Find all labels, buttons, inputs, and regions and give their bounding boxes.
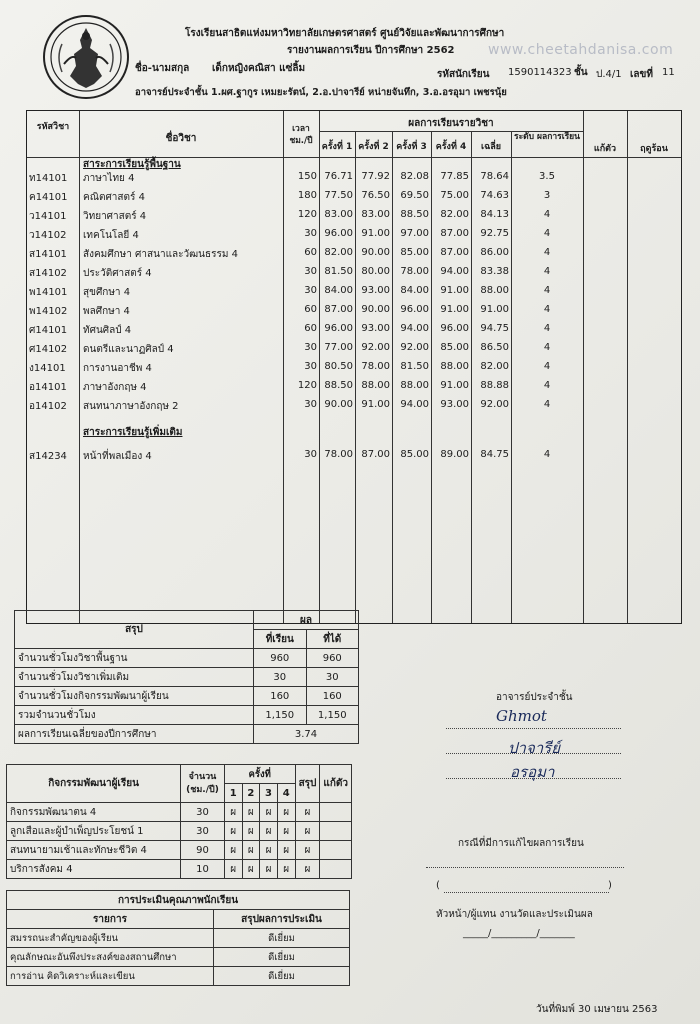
summary-cell-got: 960: [306, 649, 359, 668]
header-hours: เวลา ชม./ปี: [289, 124, 313, 146]
class-label: ชั้น: [574, 67, 588, 78]
summary-table: [14, 610, 359, 744]
grade-cell-name: หน้าที่พลเมือง 4: [83, 451, 152, 462]
date-blank: _____/_________/_______: [463, 928, 575, 939]
activities-col-fix: แก้ตัว: [320, 765, 352, 803]
number-label: เลขที่: [630, 69, 653, 80]
header-summer: ฤดูร้อน: [640, 144, 668, 154]
activity-cell-t1: ผ: [224, 803, 242, 822]
name-label: ชื่อ-นามสกุล: [135, 63, 190, 74]
grade-cell-t1: 80.50: [324, 361, 353, 372]
grade-cell-t2: 93.00: [361, 323, 390, 334]
grade-cell-code: อ14101: [29, 382, 67, 393]
grade-cell-name: ประวัติศาสตร์ 4: [83, 268, 152, 279]
grade-cell-t3: 97.00: [400, 228, 429, 239]
quality-cell-result: ดีเยี่ยม: [214, 967, 350, 986]
grade-cell-t3: 82.08: [400, 171, 429, 182]
activity-cell-fix: [320, 822, 352, 841]
summary-cell-got: 30: [306, 668, 359, 687]
grade-cell-t4: 88.00: [440, 361, 469, 372]
grade-cell-level: 4: [543, 247, 551, 258]
number-value: 11: [662, 67, 675, 78]
grade-cell-avg: 91.00: [480, 304, 509, 315]
grade-cell-avg: 94.75: [480, 323, 509, 334]
student-id-label: รหัสนักเรียน: [437, 69, 490, 80]
grade-cell-avg: 83.38: [480, 266, 509, 277]
activity-cell-sum: ผ: [295, 860, 320, 879]
grade-cell-hours: 30: [304, 266, 317, 277]
grade-cell-level: 3: [543, 190, 551, 201]
close-paren: ): [608, 880, 612, 891]
activities-title: กิจกรรมพัฒนาผู้เรียน: [7, 765, 181, 803]
header-results: ผลการเรียนรายวิชา: [408, 118, 494, 129]
grade-cell-code: ศ14101: [29, 325, 68, 336]
grade-cell-code: อ14102: [29, 401, 67, 412]
activity-cell-hours: 10: [181, 860, 225, 879]
grade-cell-t1: 81.50: [324, 266, 353, 277]
grade-cell-t3: 69.50: [400, 190, 429, 201]
grade-cell-t4: 77.85: [440, 171, 469, 182]
grade-cell-avg: 92.75: [480, 228, 509, 239]
quality-col-result: สรุปผลการประเมิน: [214, 910, 350, 929]
grade-cell-t4: 91.00: [440, 380, 469, 391]
grade-cell-code: ท14101: [29, 173, 68, 184]
activity-cell-t3: ผ: [260, 841, 278, 860]
summary-cell-label: รวมจำนวนชั่วโมง: [15, 706, 254, 725]
grade-cell-name: การงานอาชีพ 4: [83, 363, 152, 374]
summary-row: [15, 706, 359, 725]
grade-cell-level: 4: [543, 342, 551, 353]
header-t4: ครั้งที่ 4: [435, 142, 467, 152]
grade-cell-avg: 84.75: [480, 449, 509, 460]
grade-cell-t2: 83.00: [361, 209, 390, 220]
grade-cell-t4: 93.00: [440, 399, 469, 410]
quality-cell-item: คุณลักษณะอันพึงประสงค์ของสถานศึกษา: [7, 948, 214, 967]
grade-cell-name: พลศึกษา 4: [83, 306, 130, 317]
student-id: 1590114323: [508, 67, 572, 78]
revision-label: กรณีที่มีการแก้ไขผลการเรียน: [458, 838, 584, 849]
activity-cell-hours: 90: [181, 841, 225, 860]
activity-cell-name: สนทนายามเช้าและทักษะชีวิต 4: [7, 841, 181, 860]
grade-cell-name: เทคโนโลยี 4: [83, 230, 139, 241]
grade-cell-t2: 92.00: [361, 342, 390, 353]
header-code: รหัสวิชา: [36, 122, 70, 132]
grade-cell-t1: 82.00: [324, 247, 353, 258]
grade-cell-t1: 88.50: [324, 380, 353, 391]
summary-cell-got: 1,150: [306, 706, 359, 725]
school-seal-logo: [42, 14, 130, 100]
grade-cell-t3: 81.50: [400, 361, 429, 372]
activity-cell-name: บริการสังคม 4: [7, 860, 181, 879]
activity-term-header: 3: [260, 784, 278, 803]
grade-cell-hours: 30: [304, 228, 317, 239]
grade-cell-code: ค14101: [29, 192, 68, 203]
grade-cell-avg: 88.00: [480, 285, 509, 296]
activities-col-summary: สรุป: [295, 765, 320, 803]
summary-cell-studied: 960: [254, 649, 307, 668]
grade-cell-t2: 88.00: [361, 380, 390, 391]
quality-col-item: รายการ: [7, 910, 214, 929]
activity-cell-t3: ผ: [260, 860, 278, 879]
grade-cell-t2: 90.00: [361, 247, 390, 258]
grade-cell-hours: 30: [304, 285, 317, 296]
grade-cell-level: 4: [543, 380, 551, 391]
activity-term-header: 2: [242, 784, 260, 803]
activity-cell-hours: 30: [181, 803, 225, 822]
signature-1: Ghmot: [496, 707, 547, 725]
grade-cell-t1: 76.71: [324, 171, 353, 182]
grade-cell-level: 3.5: [539, 171, 555, 182]
summary-cell-studied: 1,150: [254, 706, 307, 725]
summary-title: สรุป: [15, 611, 254, 649]
grade-cell-t2: 77.92: [361, 171, 390, 182]
grade-cell-code: ส14234: [29, 451, 67, 462]
grade-cell-name: สุขศึกษา 4: [83, 287, 131, 298]
grade-cell-avg: 78.64: [480, 171, 509, 182]
grade-cell-t3: 84.00: [400, 285, 429, 296]
activity-cell-t2: ผ: [242, 841, 260, 860]
grades-table: [26, 110, 682, 624]
activity-cell-name: กิจกรรมพัฒนาตน 4: [7, 803, 181, 822]
grade-cell-level: 4: [543, 399, 551, 410]
header-t1: ครั้งที่ 1: [321, 142, 353, 152]
quality-row: [7, 948, 350, 967]
gpa-label: ผลการเรียนเฉลี่ยของปีการศึกษา: [15, 725, 254, 744]
activity-cell-t1: ผ: [224, 860, 242, 879]
grade-cell-t3: 78.00: [400, 266, 429, 277]
activity-cell-t4: ผ: [277, 860, 295, 879]
grade-cell-name: สนทนาภาษาอังกฤษ 2: [83, 401, 179, 412]
grade-cell-code: ส14102: [29, 268, 67, 279]
grade-cell-name: ดนตรีและนาฏศิลป์ 4: [83, 344, 174, 355]
grade-cell-level: 4: [543, 449, 551, 460]
grade-cell-t2: 91.00: [361, 399, 390, 410]
activity-cell-sum: ผ: [295, 822, 320, 841]
grade-cell-hours: 180: [297, 190, 317, 201]
grade-cell-t3: 85.00: [400, 247, 429, 258]
grade-cell-hours: 120: [297, 209, 317, 220]
grade-cell-t4: 89.00: [440, 449, 469, 460]
grade-cell-level: 4: [543, 304, 551, 315]
activity-term-header: 4: [277, 784, 295, 803]
advisor-sign-label: อาจารย์ประจำชั้น: [496, 692, 573, 703]
school-name: โรงเรียนสาธิตแห่งมหาวิทยาลัยเกษตรศาสตร์ ศูนย์วิจัยและพัฒนาการศึกษา: [185, 28, 505, 39]
grade-cell-t1: 96.00: [324, 228, 353, 239]
student-name: เด็กหญิงคณิสา แซ่ลิ้ม: [212, 63, 306, 74]
grade-cell-t1: 77.50: [324, 190, 353, 201]
grade-cell-t4: 87.00: [440, 228, 469, 239]
grade-cell-t4: 94.00: [440, 266, 469, 277]
activity-cell-t2: ผ: [242, 822, 260, 841]
grade-cell-t1: 78.00: [324, 449, 353, 460]
quality-title: การประเมินคุณภาพนักเรียน: [7, 891, 350, 910]
grade-cell-level: 4: [543, 209, 551, 220]
grade-cell-t3: 88.50: [400, 209, 429, 220]
grade-cell-t2: 90.00: [361, 304, 390, 315]
grade-cell-level: 4: [543, 323, 551, 334]
summary-col-studied: ที่เรียน: [254, 630, 307, 649]
activity-cell-hours: 30: [181, 822, 225, 841]
grade-cell-t4: 91.00: [440, 304, 469, 315]
header-t2: ครั้งที่ 2: [358, 142, 389, 152]
grade-cell-t3: 94.00: [400, 323, 429, 334]
grade-cell-t4: 75.00: [440, 190, 469, 201]
grade-cell-avg: 82.00: [480, 361, 509, 372]
grade-cell-t3: 92.00: [400, 342, 429, 353]
print-date: วันที่พิมพ์ 30 เมษายน 2563: [536, 1004, 658, 1015]
grade-cell-t4: 85.00: [440, 342, 469, 353]
activities-table: [6, 764, 352, 879]
grade-cell-t2: 76.50: [361, 190, 390, 201]
grade-cell-name: ภาษาอังกฤษ 4: [83, 382, 147, 393]
grade-cell-hours: 60: [304, 304, 317, 315]
activity-cell-t4: ผ: [277, 822, 295, 841]
activity-cell-t2: ผ: [242, 803, 260, 822]
activity-cell-sum: ผ: [295, 841, 320, 860]
activity-cell-t2: ผ: [242, 860, 260, 879]
activity-cell-t3: ผ: [260, 822, 278, 841]
revision-line: [426, 867, 624, 868]
summary-row: [15, 668, 359, 687]
quality-row: [7, 929, 350, 948]
grade-cell-avg: 84.13: [480, 209, 509, 220]
head-label: หัวหน้า/ผู้แทน งานวัดและประเมินผล: [436, 909, 593, 920]
grade-cell-t4: 82.00: [440, 209, 469, 220]
header-subject: ชื่อวิชา: [165, 133, 197, 144]
summary-cell-studied: 30: [254, 668, 307, 687]
quality-cell-result: ดีเยี่ยม: [214, 929, 350, 948]
activity-row: [7, 860, 352, 879]
quality-table: [6, 890, 350, 986]
summary-row: [15, 687, 359, 706]
grade-cell-hours: 150: [297, 171, 317, 182]
grade-cell-t2: 91.00: [361, 228, 390, 239]
grade-cell-t4: 87.00: [440, 247, 469, 258]
grade-cell-name: วิทยาศาสตร์ 4: [83, 211, 147, 222]
summary-cell-label: จำนวนชั่วโมงวิชาเพิ่มเติม: [15, 668, 254, 687]
grade-cell-code: ศ14102: [29, 344, 68, 355]
quality-row: [7, 967, 350, 986]
grade-cell-level: 4: [543, 285, 551, 296]
grade-cell-hours: 30: [304, 399, 317, 410]
grade-cell-code: ง14101: [29, 363, 66, 374]
signature-line-1: [446, 728, 621, 729]
grade-cell-code: พ14101: [29, 287, 68, 298]
grade-cell-code: พ14102: [29, 306, 68, 317]
activity-cell-fix: [320, 803, 352, 822]
header-level: ระดับ ผลการเรียน: [514, 132, 580, 142]
grade-cell-code: ส14101: [29, 249, 67, 260]
open-paren: (: [436, 880, 440, 891]
grade-cell-t2: 87.00: [361, 449, 390, 460]
header-fix: แก้ตัว: [593, 144, 617, 154]
activity-cell-t1: ผ: [224, 822, 242, 841]
summary-row: [15, 649, 359, 668]
grade-cell-t1: 84.00: [324, 285, 353, 296]
activity-cell-t3: ผ: [260, 803, 278, 822]
quality-cell-item: การอ่าน คิดวิเคราะห์และเขียน: [7, 967, 214, 986]
activities-col-hours: จำนวน (ชม./ปี): [181, 765, 225, 803]
grade-cell-hours: 30: [304, 449, 317, 460]
grade-cell-level: 4: [543, 361, 551, 372]
class-value: ป.4/1: [596, 69, 622, 80]
grade-cell-level: 4: [543, 266, 551, 277]
grade-cell-t4: 91.00: [440, 285, 469, 296]
activities-col-terms: ครั้งที่: [224, 765, 295, 784]
grade-cell-avg: 88.88: [480, 380, 509, 391]
grade-cell-avg: 86.50: [480, 342, 509, 353]
report-title: รายงานผลการเรียน ปีการศึกษา 2562: [287, 45, 455, 56]
grade-cell-t1: 90.00: [324, 399, 353, 410]
grade-cell-t1: 96.00: [324, 323, 353, 334]
summary-result-label: ผล: [254, 611, 359, 630]
name-line: [444, 892, 609, 893]
grade-cell-hours: 30: [304, 342, 317, 353]
grade-cell-hours: 60: [304, 323, 317, 334]
summary-col-got: ที่ได้: [306, 630, 359, 649]
activity-cell-sum: ผ: [295, 803, 320, 822]
signature-3: อรอุมา: [510, 763, 555, 781]
grade-cell-name: สังคมศึกษา ศาสนาและวัฒนธรรม 4: [83, 249, 238, 260]
header-t3: ครั้งที่ 3: [396, 142, 427, 152]
activity-cell-name: ลูกเสือและผู้บำเพ็ญประโยชน์ 1: [7, 822, 181, 841]
grade-cell-t3: 88.00: [400, 380, 429, 391]
grade-cell-t3: 96.00: [400, 304, 429, 315]
grade-cell-code: ว14101: [29, 211, 67, 222]
grade-cell-name: คณิตศาสตร์ 4: [83, 192, 145, 203]
grade-cell-t2: 80.00: [361, 266, 390, 277]
watermark-text: www.cheetahdanisa.com: [488, 42, 674, 58]
summary-cell-got: 160: [306, 687, 359, 706]
activity-row: [7, 841, 352, 860]
activity-cell-t4: ผ: [277, 803, 295, 822]
grade-cell-t3: 85.00: [400, 449, 429, 460]
grade-cell-t1: 87.00: [324, 304, 353, 315]
grade-cell-avg: 74.63: [480, 190, 509, 201]
grade-cell-t1: 83.00: [324, 209, 353, 220]
activity-term-header: 1: [224, 784, 242, 803]
activity-cell-fix: [320, 860, 352, 879]
quality-cell-result: ดีเยี่ยม: [214, 948, 350, 967]
grade-cell-t2: 93.00: [361, 285, 390, 296]
grade-cell-hours: 60: [304, 247, 317, 258]
advisors-line: อาจารย์ประจำชั้น 1.ผศ.ฐากูร เหมยะรัตน์, 2.อ.ปาจารีย์ หน่ายจันทึก, 3.อ.อรอุมา เพชรนุ้ย: [135, 87, 507, 98]
section-basic: สาระการเรียนรู้พื้นฐาน: [83, 159, 181, 170]
summary-cell-studied: 160: [254, 687, 307, 706]
grade-cell-name: ทัศนศิลป์ 4: [83, 325, 132, 336]
grade-cell-t2: 78.00: [361, 361, 390, 372]
activity-cell-t4: ผ: [277, 841, 295, 860]
activity-row: [7, 822, 352, 841]
grade-cell-t3: 94.00: [400, 399, 429, 410]
section-extra: สาระการเรียนรู้เพิ่มเติม: [83, 427, 183, 438]
header-avg: เฉลี่ย: [481, 142, 501, 152]
grade-cell-avg: 92.00: [480, 399, 509, 410]
grade-cell-name: ภาษาไทย 4: [83, 173, 135, 184]
summary-cell-label: จำนวนชั่วโมงกิจกรรมพัฒนาผู้เรียน: [15, 687, 254, 706]
gpa-value: 3.74: [254, 725, 359, 744]
quality-cell-item: สมรรถนะสำคัญของผู้เรียน: [7, 929, 214, 948]
activity-cell-t1: ผ: [224, 841, 242, 860]
signature-2: ปาจารีย์: [508, 739, 561, 757]
grade-cell-hours: 30: [304, 361, 317, 372]
grade-cell-level: 4: [543, 228, 551, 239]
grade-cell-code: ว14102: [29, 230, 67, 241]
grade-cell-avg: 86.00: [480, 247, 509, 258]
activity-cell-fix: [320, 841, 352, 860]
grade-cell-t4: 96.00: [440, 323, 469, 334]
grade-cell-hours: 120: [297, 380, 317, 391]
grade-cell-t1: 77.00: [324, 342, 353, 353]
summary-cell-label: จำนวนชั่วโมงวิชาพื้นฐาน: [15, 649, 254, 668]
activity-row: [7, 803, 352, 822]
